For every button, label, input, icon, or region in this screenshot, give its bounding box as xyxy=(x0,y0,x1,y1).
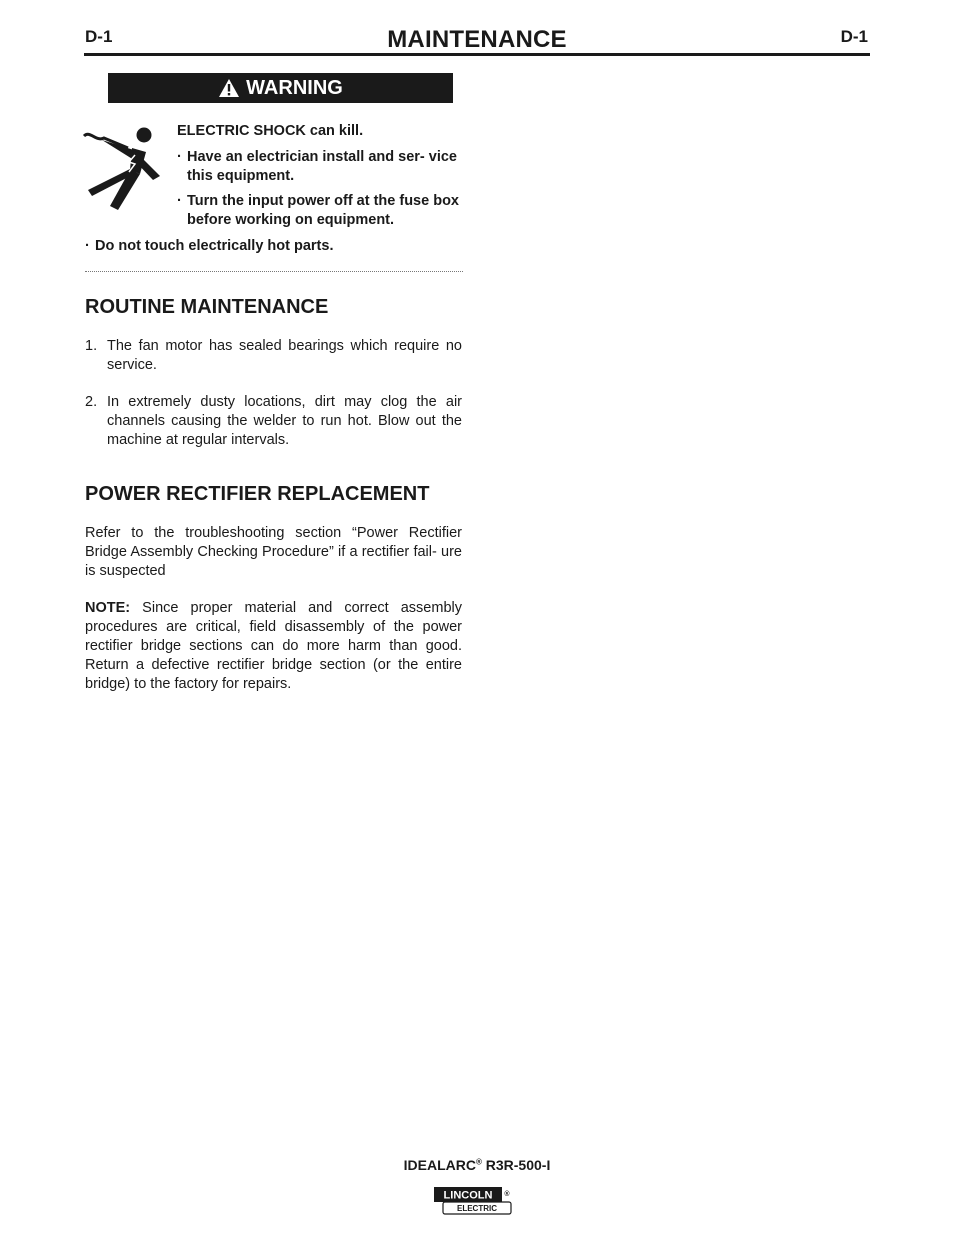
note-text: Since proper material and correct assembly procedures are critical, field disassembly of the power rectifier bridge sections can do more harm than good. Return a defective rectifier bridge section (or the entire bridge) to the factory for repairs. xyxy=(85,600,462,692)
list-item-number: 2. xyxy=(85,394,98,410)
list-item-number: 1. xyxy=(85,338,98,354)
registered-mark: ® xyxy=(475,1157,482,1167)
header-rule xyxy=(84,53,870,56)
bullet-dot: · xyxy=(85,238,90,254)
refer-paragraph: Refer to the troubleshooting section “Power Rectifier Bridge Assembly Checking Procedure” if a rectifier fail- ure is suspected xyxy=(85,525,462,579)
model-name: IDEALARC xyxy=(403,1157,476,1173)
list-item-text: The fan motor has sealed bearings which require no service. xyxy=(107,338,462,373)
warning-triangle-icon xyxy=(218,78,240,98)
warning-bullet xyxy=(85,237,475,256)
shock-warning-title: ELECTRIC SHOCK can kill. xyxy=(177,123,364,139)
note-paragraph xyxy=(85,599,462,694)
warning-bullet-text: Do not touch electrically hot parts. xyxy=(95,238,334,254)
list-item-text: In extremely dusty locations, dirt may clog the air channels causing the welder to run hot. Blow out the machine at regular intervals. xyxy=(107,394,462,448)
warning-bullet xyxy=(177,192,467,230)
routine-maintenance-heading: ROUTINE MAINTENANCE xyxy=(85,296,329,318)
power-rectifier-heading: POWER RECTIFIER REPLACEMENT xyxy=(85,483,430,505)
warning-bullet xyxy=(177,148,467,186)
warning-banner xyxy=(108,73,453,103)
logo-bottom-text: ELECTRIC xyxy=(457,1204,497,1213)
warning-bullet-text: Turn the input power off at the fuse box before working on equipment. xyxy=(187,193,459,228)
note-label: NOTE: xyxy=(85,600,131,616)
bullet-dot: · xyxy=(177,149,182,165)
list-item xyxy=(85,393,462,450)
page-code-right: D-1 xyxy=(840,27,868,46)
list-item xyxy=(85,337,462,375)
bullet-dot: · xyxy=(177,193,182,209)
footer-model xyxy=(0,1157,954,1173)
section-divider xyxy=(85,271,463,272)
warning-banner-label: WARNING xyxy=(246,76,343,99)
warning-bullet-text: Have an electrician install and ser- vice this equipment. xyxy=(187,149,457,184)
logo-top-text: LINCOLN xyxy=(443,1189,493,1202)
lincoln-electric-logo xyxy=(433,1186,513,1216)
page-title: MAINTENANCE xyxy=(387,26,567,53)
logo-registered-mark: ® xyxy=(504,1191,510,1198)
model-code: R3R-500-I xyxy=(485,1157,551,1173)
electric-shock-icon xyxy=(82,122,174,214)
page-code-left: D-1 xyxy=(85,27,113,46)
